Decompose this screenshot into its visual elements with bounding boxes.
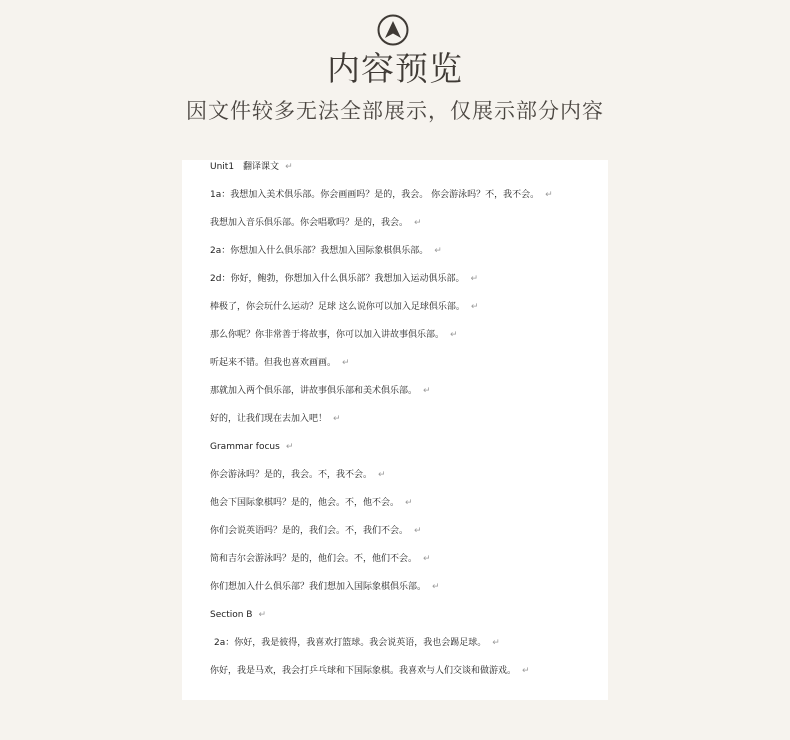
paragraph-mark-icon: ↵ — [378, 470, 386, 480]
line-text: 2d：你好，鲍勃，你想加入什么俱乐部？我想加入运动俱乐部。 — [210, 274, 465, 284]
document-line — [210, 301, 478, 313]
line-text: 2a：你好，我是彼得，我喜欢打篮球。我会说英语，我也会踢足球。 — [214, 638, 487, 648]
paragraph-mark-icon: ↵ — [492, 638, 500, 648]
document-line — [210, 357, 350, 369]
line-text: 听起来不错。但我也喜欢画画。 — [210, 358, 337, 368]
paragraph-mark-icon: ↵ — [405, 498, 413, 508]
paragraph-mark-icon: ↵ — [285, 162, 293, 172]
document-line — [210, 609, 266, 621]
line-text: 你好，我是马欢，我会打乒乓球和下国际象棋。我喜欢与人们交谈和做游戏。 — [210, 666, 517, 676]
line-text: 你会游泳吗？是的，我会。不，我不会。 — [210, 470, 373, 480]
line-text: 你们会说英语吗？是的，我们会。不，我们不会。 — [210, 526, 409, 536]
paragraph-mark-icon: ↵ — [450, 330, 458, 340]
document-line — [210, 245, 442, 257]
document-line — [210, 441, 293, 453]
up-arrow-circle-icon — [377, 14, 409, 46]
paragraph-mark-icon: ↵ — [414, 218, 422, 228]
document-line — [210, 497, 413, 509]
line-text: 1a：我想加入美术俱乐部。你会画画吗？是的，我会。 你会游泳吗？不，我不会。 — [210, 190, 540, 200]
document-line — [214, 637, 500, 649]
document-preview — [182, 160, 608, 700]
document-line — [210, 329, 458, 341]
document-line — [210, 581, 440, 593]
document-line — [210, 413, 341, 425]
paragraph-mark-icon: ↵ — [423, 554, 431, 564]
document-line — [210, 217, 422, 229]
line-text: Unit1 翻译课文 — [210, 162, 280, 172]
line-text: 2a：你想加入什么俱乐部？我想加入国际象棋俱乐部。 — [210, 246, 429, 256]
line-text: Grammar focus — [210, 442, 280, 452]
paragraph-mark-icon: ↵ — [470, 274, 478, 284]
document-line — [210, 161, 293, 173]
line-text: 简和吉尔会游泳吗？是的，他们会。不，他们不会。 — [210, 554, 418, 564]
paragraph-mark-icon: ↵ — [545, 190, 553, 200]
line-text: 我想加入音乐俱乐部。你会唱歌吗？是的，我会。 — [210, 218, 409, 228]
document-line — [210, 469, 386, 481]
document-line — [210, 553, 431, 565]
line-text: 他会下国际象棋吗？是的，他会。不，他不会。 — [210, 498, 400, 508]
line-text: 好的，让我们现在去加入吧！ — [210, 414, 328, 424]
paragraph-mark-icon: ↵ — [414, 526, 422, 536]
line-text: 你们想加入什么俱乐部？我们想加入国际象棋俱乐部。 — [210, 582, 427, 592]
paragraph-mark-icon: ↵ — [285, 442, 294, 452]
paragraph-mark-icon: ↵ — [522, 666, 530, 676]
paragraph-mark-icon: ↵ — [423, 386, 431, 396]
document-line — [210, 273, 478, 285]
document-line — [210, 665, 530, 677]
paragraph-mark-icon: ↵ — [432, 582, 440, 592]
document-line — [210, 385, 431, 397]
line-text: 那么你呢？你非常善于将故事，你可以加入讲故事俱乐部。 — [210, 330, 445, 340]
paragraph-mark-icon: ↵ — [258, 610, 267, 620]
paragraph-mark-icon: ↵ — [434, 246, 442, 256]
document-line — [210, 525, 422, 537]
paragraph-mark-icon: ↵ — [333, 414, 341, 424]
document-line — [210, 189, 553, 201]
page-subtitle: 因文件较多无法全部展示，仅展示部分内容 — [186, 99, 604, 123]
paragraph-mark-icon: ↵ — [470, 302, 479, 312]
line-text: 棒极了，你会玩什么运动？足球 这么说你可以加入足球俱乐部。 — [210, 302, 465, 312]
paragraph-mark-icon: ↵ — [342, 358, 350, 368]
line-text: 那就加入两个俱乐部，讲故事俱乐部和美术俱乐部。 — [210, 386, 418, 396]
page-title: 内容预览 — [327, 49, 463, 88]
line-text: Section B — [210, 610, 253, 620]
